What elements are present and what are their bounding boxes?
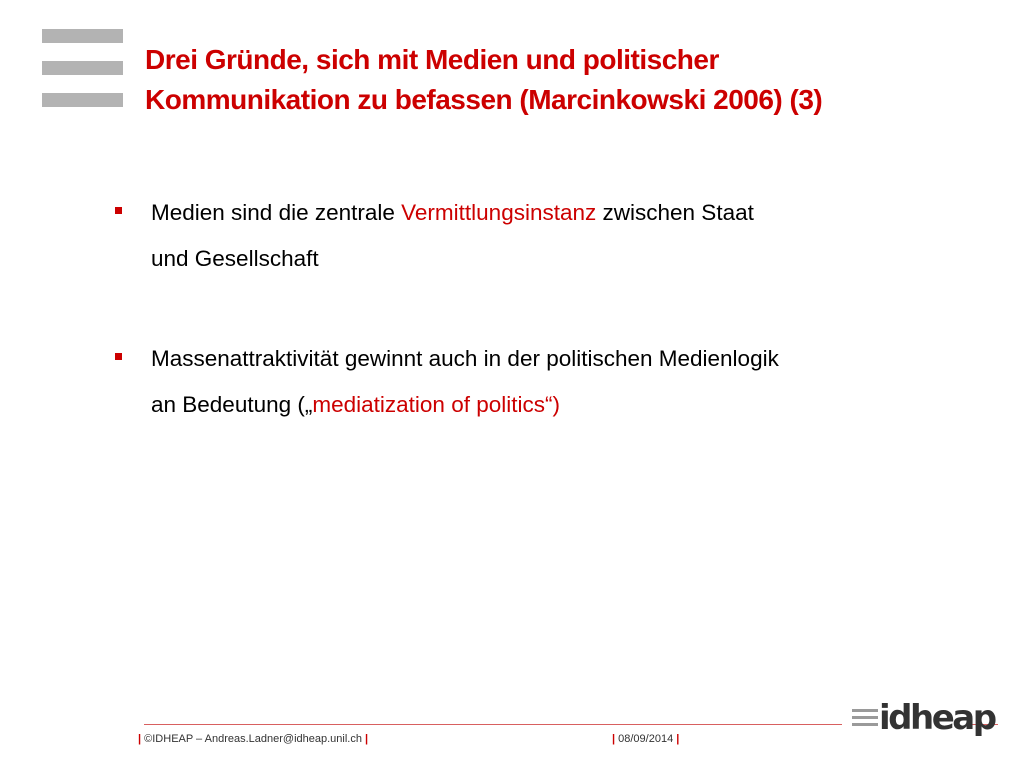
footer-copyright-text: ©IDHEAP – Andreas.Ladner@idheap.unil.ch xyxy=(144,733,362,745)
bullet-item xyxy=(113,190,993,282)
logo-wordmark: idheap xyxy=(879,698,995,738)
decorative-bars xyxy=(42,29,123,109)
bullet-highlight: mediatization of politics“) xyxy=(312,392,560,417)
slide-title xyxy=(145,40,1005,120)
decorative-bar xyxy=(42,29,123,43)
footer-pipe: | xyxy=(138,733,142,745)
bullet-text: zwischen Staat xyxy=(596,200,754,225)
slide-title-line: Kommunikation zu befassen (Marcinkowski 2006) (3) xyxy=(145,84,823,115)
bullet-line xyxy=(151,336,993,382)
bullet-line xyxy=(151,236,993,282)
slide-title-line: Drei Gründe, sich mit Medien und politischer xyxy=(145,44,719,75)
bullet-text: Medien sind die zentrale xyxy=(151,200,402,225)
logo-stripes-icon xyxy=(852,709,878,730)
idheap-logo xyxy=(852,698,995,744)
bullet-text: Massenattraktivität gewinnt auch in der politischen Medienlogik xyxy=(151,346,779,371)
bullet-list xyxy=(113,190,993,428)
bullet-item xyxy=(113,336,993,428)
footer-pipe: | xyxy=(612,733,616,745)
bullet-highlight: Vermittlungsinstanz xyxy=(401,200,597,225)
footer-date-text: 08/09/2014 xyxy=(618,733,674,745)
footer-pipe: | xyxy=(365,733,369,745)
decorative-bar xyxy=(42,61,123,75)
bullet-marker-icon xyxy=(115,353,122,360)
footer-date xyxy=(612,733,679,745)
bullet-text: an Bedeutung („ xyxy=(151,392,313,417)
bullet-text: und Gesellschaft xyxy=(151,246,319,271)
footer-divider xyxy=(144,724,842,725)
bullet-line xyxy=(151,382,993,428)
footer-pipe: | xyxy=(676,733,680,745)
decorative-bar xyxy=(42,93,123,107)
footer-copyright xyxy=(138,733,368,745)
bullet-marker-icon xyxy=(115,207,122,214)
bullet-line xyxy=(151,190,993,236)
